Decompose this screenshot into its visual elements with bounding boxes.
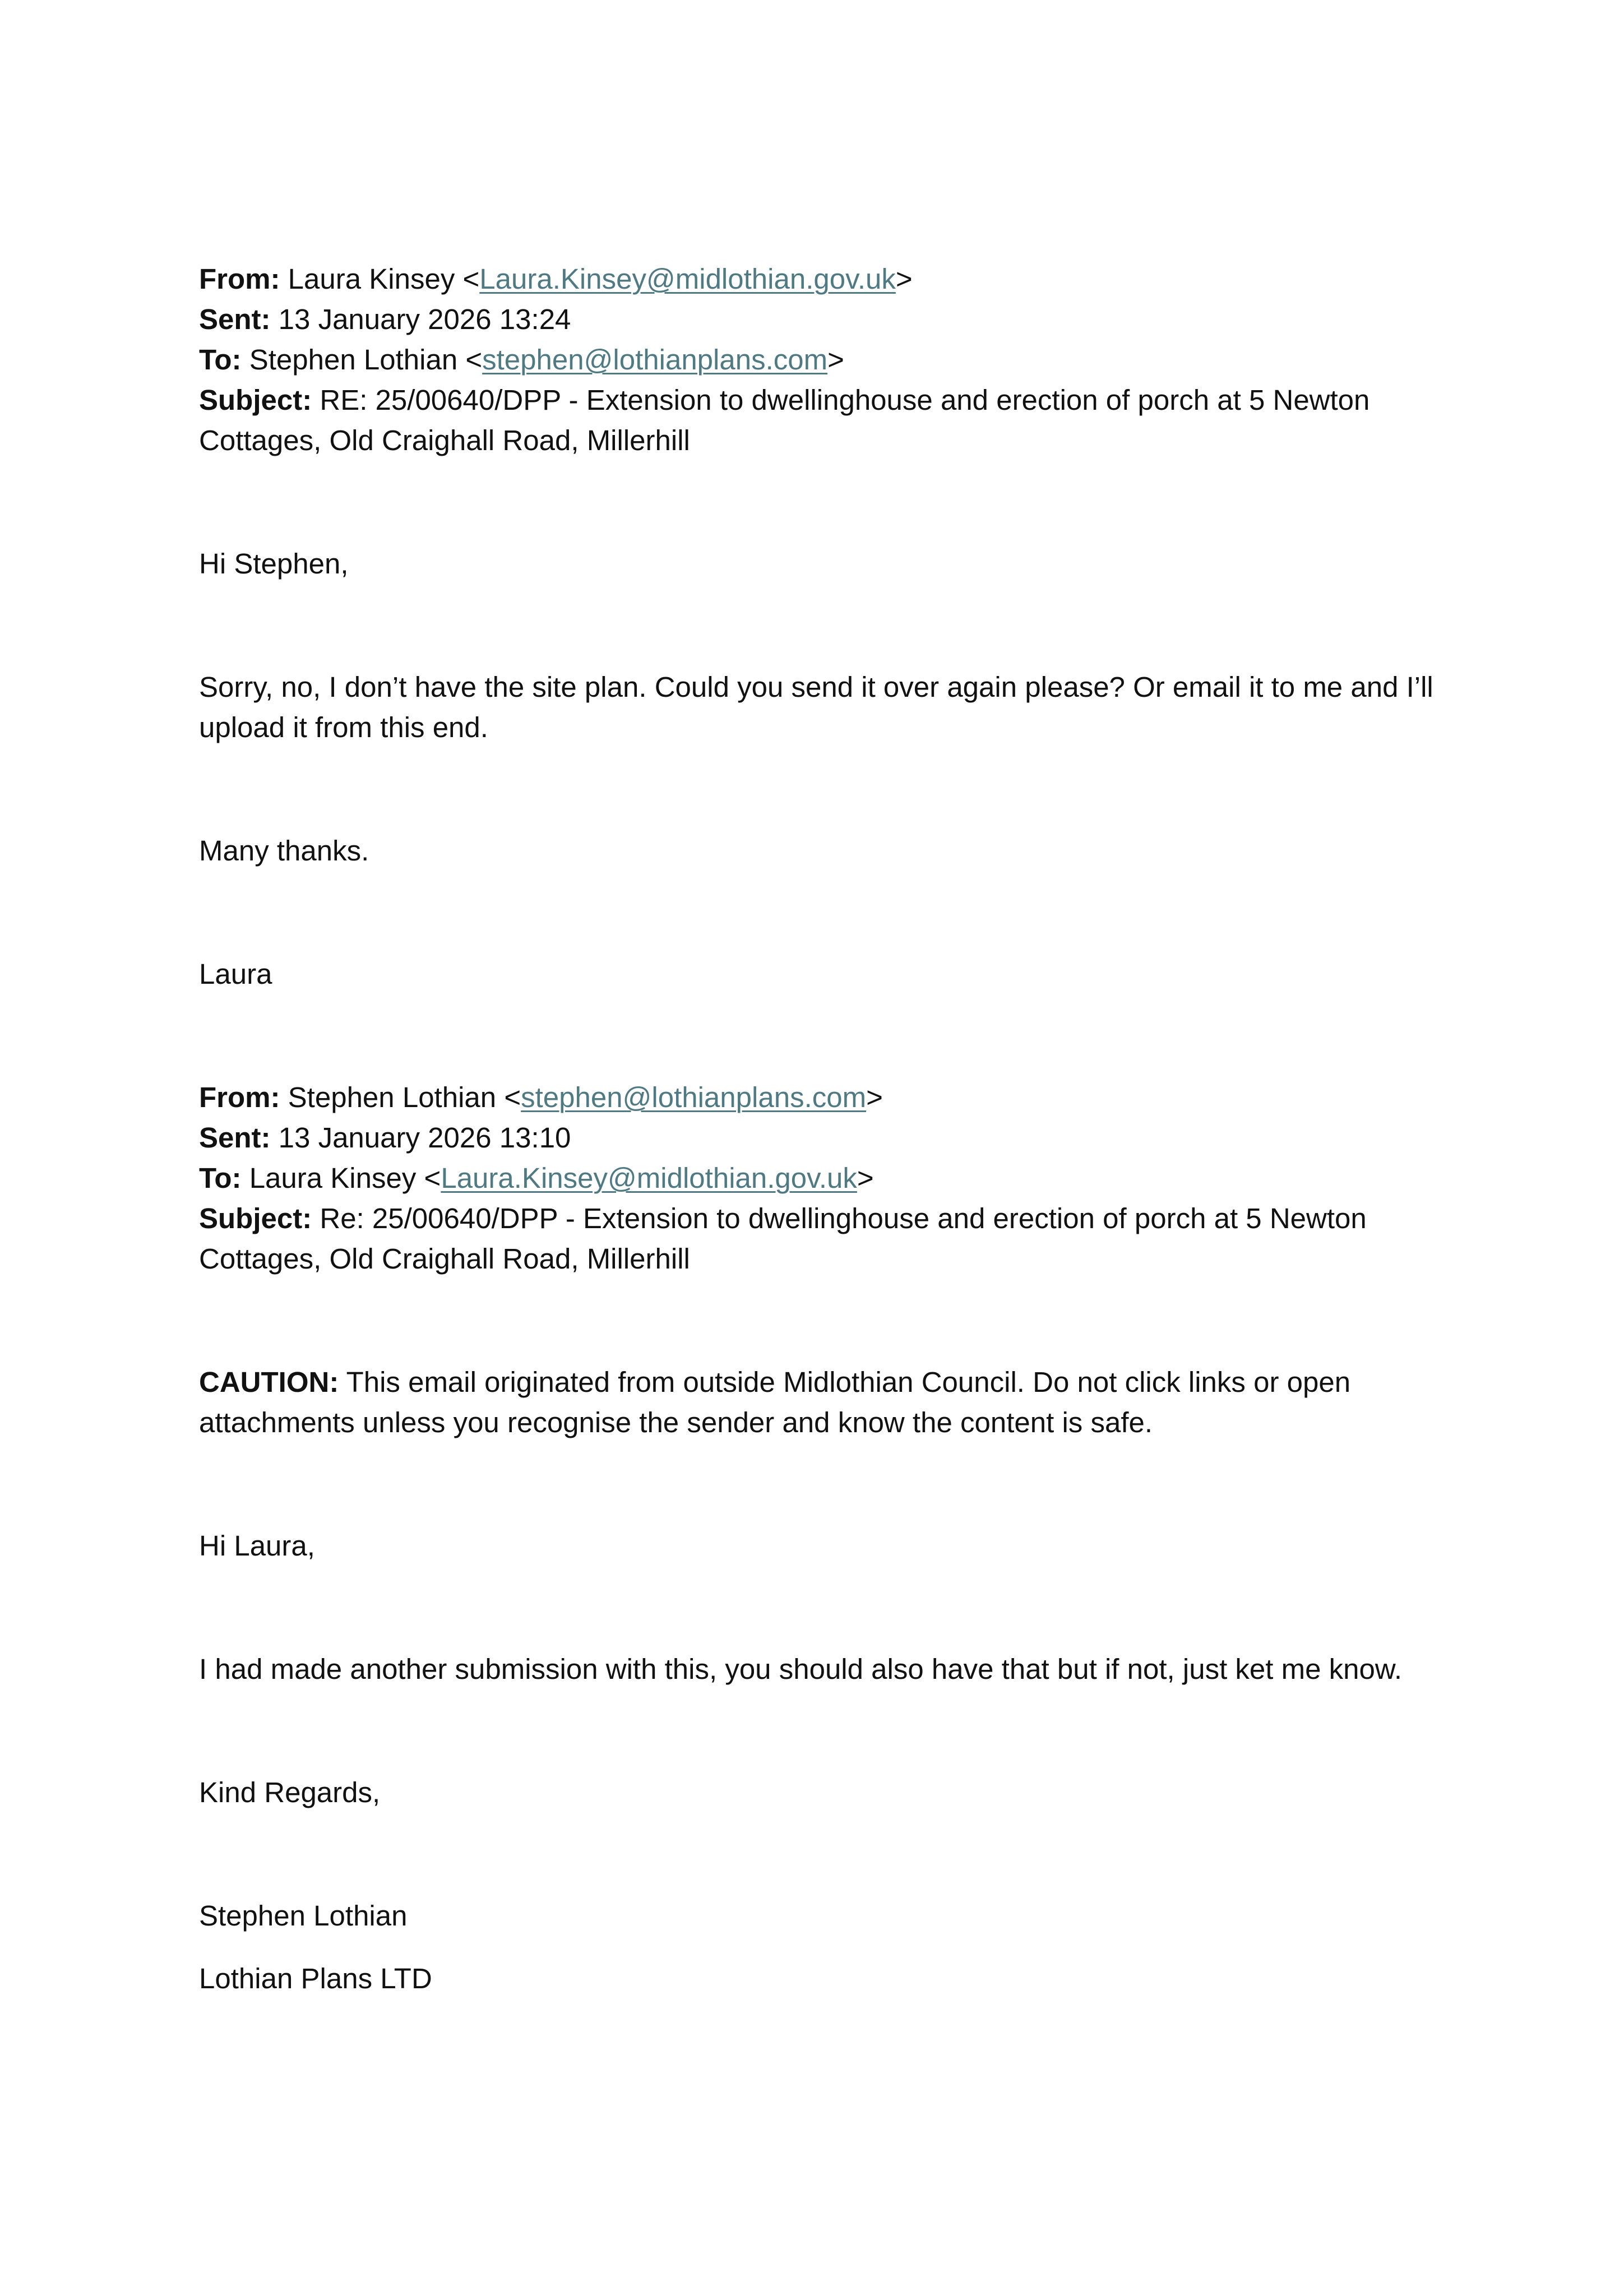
to-label: To: [199,1162,242,1194]
email-header-1 [199,259,1460,461]
email-body: I had made another submission with this, you should also have that but if not, just ket me know. [199,1653,1403,1685]
greeting: Hi Laura, [199,1530,315,1562]
from-email-link[interactable]: Laura.Kinsey@midlothian.gov.uk [479,263,896,295]
closing: Many thanks. [199,835,369,867]
from-email-link[interactable]: stephen@lothianplans.com [521,1081,867,1113]
sent-line [199,1118,1460,1158]
sent-line [199,299,1460,340]
from-label: From: [199,1081,280,1113]
document-page [199,259,1460,1999]
sent-value: 13 January 2026 13:24 [278,303,571,335]
subject-value: RE: 25/00640/DPP - Extension to dwellinghouse and erection of porch at 5 Newton Cottages, Old Craighall Road, Millerhill [199,384,1370,456]
subject-label: Subject: [199,384,312,416]
subject-line [199,380,1460,461]
caution-label: CAUTION: [199,1366,339,1398]
sent-label: Sent: [199,303,271,335]
email-body: Sorry, no, I don’t have the site plan. Could you send it over again please? Or email it to me and I’ll upload it from this end. [199,671,1433,743]
sent-value: 13 January 2026 13:10 [278,1122,571,1154]
to-line: To: Laura Kinsey <Laura.Kinsey@midlothian.gov.uk> [199,1162,874,1194]
signature: Laura [199,958,272,990]
from-label: From: [199,263,280,295]
subject-line [199,1198,1460,1279]
from-name: Laura Kinsey [288,263,455,295]
to-email-link[interactable]: stephen@lothianplans.com [482,344,828,376]
signature-company: Lothian Plans LTD [199,1962,432,1994]
to-name: Stephen Lothian [249,344,458,376]
subject-value: Re: 25/00640/DPP - Extension to dwellinghouse and erection of porch at 5 Newton Cottages, Old Craighall Road, Millerhill [199,1202,1367,1275]
to-email-link[interactable]: Laura.Kinsey@midlothian.gov.uk [441,1162,857,1194]
signature-name: Stephen Lothian [199,1900,408,1932]
caution-text: This email originated from outside Midlothian Council. Do not click links or open attachments unless you recognise the sender and know the content is safe. [199,1366,1351,1438]
email-header-2 [199,1077,1460,1279]
to-label: To: [199,344,242,376]
greeting: Hi Stephen, [199,548,349,580]
from-line: From: Laura Kinsey <Laura.Kinsey@midlothian.gov.uk> [199,263,913,295]
closing: Kind Regards, [199,1776,381,1808]
to-line: To: Stephen Lothian <stephen@lothianplans.com> [199,344,844,376]
sent-label: Sent: [199,1122,271,1154]
to-name: Laura Kinsey [249,1162,417,1194]
from-line: From: Stephen Lothian <stephen@lothianplans.com> [199,1081,883,1113]
from-name: Stephen Lothian [288,1081,497,1113]
subject-label: Subject: [199,1202,312,1234]
caution-notice [199,1362,1460,1443]
